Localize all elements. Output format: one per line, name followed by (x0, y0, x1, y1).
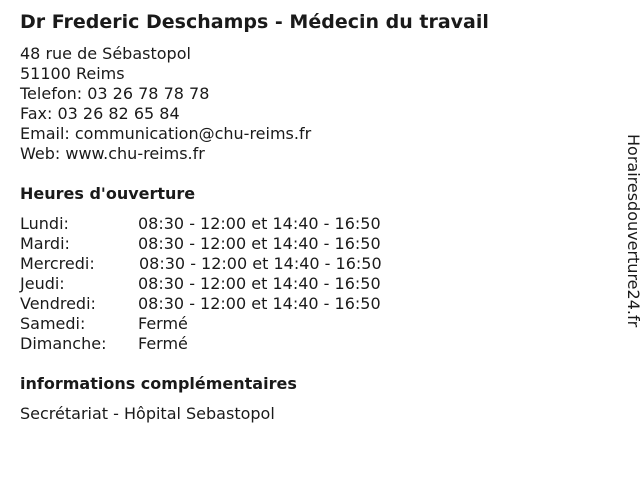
day-label: Mercredi: (20, 254, 95, 273)
time-value: 08:30 - 12:00 et 14:40 - 16:50 (139, 254, 382, 273)
day-label: Vendredi: (20, 294, 96, 313)
email-address: Email: communication@chu-reims.fr (20, 124, 312, 143)
hours-heading: Heures d'ouverture (20, 184, 196, 203)
time-value: Fermé (138, 314, 188, 333)
time-value: Fermé (138, 334, 188, 353)
site-watermark: Horairesdouverture24.fr (624, 134, 643, 328)
day-label: Jeudi: (20, 274, 65, 293)
contact-block (20, 44, 311, 164)
fax-number: Fax: 03 26 82 65 84 (20, 104, 180, 123)
time-value: 08:30 - 12:00 et 14:40 - 16:50 (138, 274, 381, 293)
day-label: Mardi: (20, 234, 70, 253)
city-postal: 51100 Reims (20, 64, 125, 83)
time-value: 08:30 - 12:00 et 14:40 - 16:50 (138, 234, 381, 253)
info-heading: informations complémentaires (20, 374, 297, 393)
day-label: Dimanche: (20, 334, 107, 353)
day-label: Lundi: (20, 214, 69, 233)
website: Web: www.chu-reims.fr (20, 144, 205, 163)
time-value: 08:30 - 12:00 et 14:40 - 16:50 (138, 294, 381, 313)
info-text: Secrétariat - Hôpital Sebastopol (20, 404, 275, 423)
street-address: 48 rue de Sébastopol (20, 44, 191, 63)
page-title: Dr Frederic Deschamps - Médecin du travail (20, 11, 489, 33)
phone-number: Telefon: 03 26 78 78 78 (20, 84, 210, 103)
day-label: Samedi: (20, 314, 86, 333)
time-value: 08:30 - 12:00 et 14:40 - 16:50 (138, 214, 381, 233)
